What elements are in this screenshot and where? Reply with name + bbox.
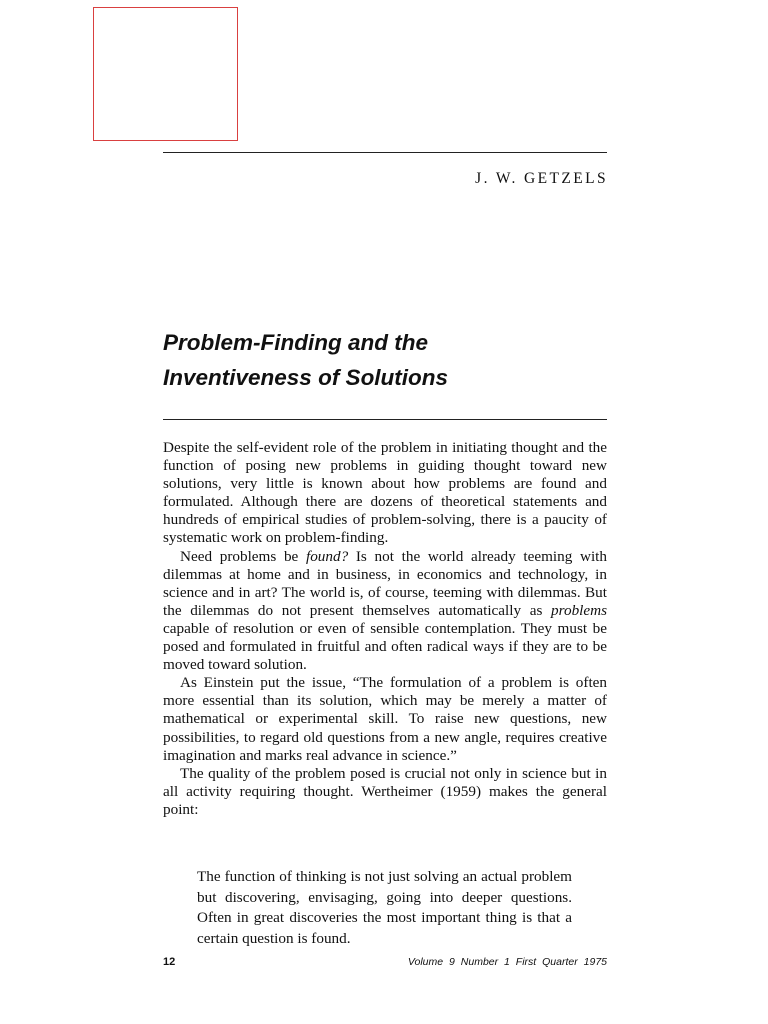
page-number: 12 [163,956,176,968]
article-title [163,325,448,395]
issue-info: Volume 9 Number 1 First Quarter 1975 [407,956,607,968]
paragraph-2-emphasis-a: found? [305,547,349,565]
paragraph-3: As Einstein put the issue, “The formulation of a problem is often more essential than its solution, which may be merely a matter of mathematical or experimental skill. To raise new questions, new possibilities, to regard old questions from a new angle, requires creative imagination and marks real advance in science.” [163,674,607,764]
title-divider [163,419,607,420]
article-body [163,439,607,819]
top-divider [163,152,607,153]
paragraph-2-part-a: Need problems be [180,547,306,565]
paragraph-2-part-b: Is not the world already teeming with dilemmas at home and in business, in economics and technology, in science and in art? The world is, of course, teeming with dilemmas. But the dilemmas do not present themselves automatically as [163,547,607,619]
author-name: J. W. GETZELS [475,170,608,187]
paragraph-2-emphasis-b: problems [551,601,607,619]
block-quote: The function of thinking is not just solving an actual problem but discovering, envisaging, going into deeper questions. Often in great discoveries the most important thing is that a certain question is found. [197,868,572,947]
annotation-box [93,7,238,141]
paragraph-2-part-c: capable of resolution or even of sensible contemplation. They must be posed and formulated in fruitful and often radical ways if they are to be moved toward solution. [163,619,607,674]
paragraph-1: Despite the self-evident role of the problem in initiating thought and the function of posing new problems in guiding thought toward new solutions, very little is known about how problems are found and formulated. Although there are dozens of theoretical statements and hundreds of empirical studies of problem-solving, there is a paucity of systematic work on problem-finding. [163,439,607,547]
paragraph-2 [163,548,607,675]
title-line-1: Problem-Finding and the [163,330,428,355]
paragraph-4: The quality of the problem posed is crucial not only in science but in all activity requiring thought. Wertheimer (1959) makes the general point: [163,764,607,818]
title-line-2: Inventiveness of Solutions [163,365,449,390]
